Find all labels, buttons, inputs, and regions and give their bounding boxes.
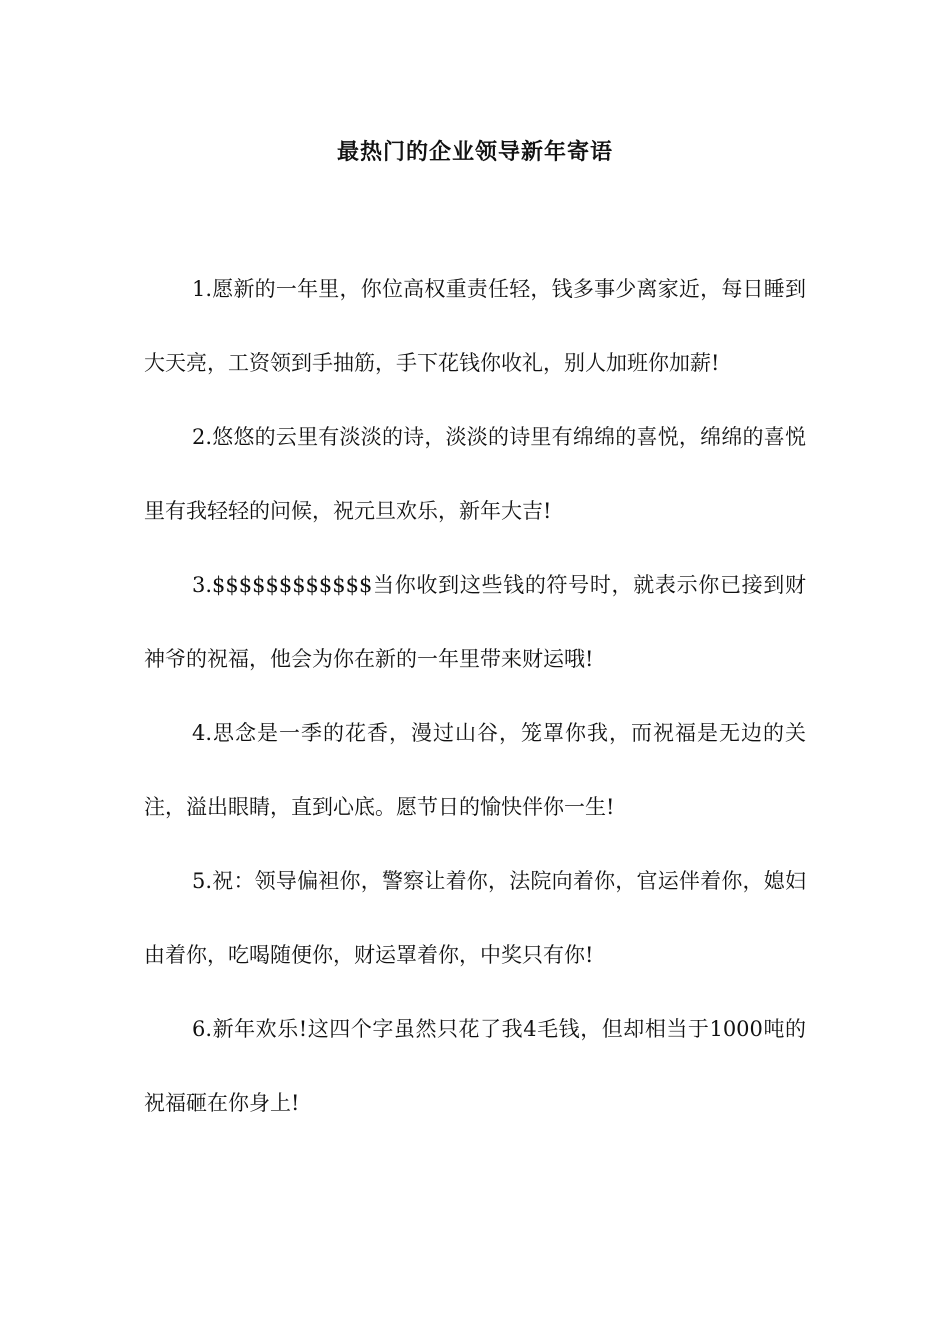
paragraph-5: 5.祝：领导偏袒你，警察让着你，法院向着你，官运伴着你，媳妇由着你，吃喝随便你，财运罩着你，中奖只有你!: [144, 869, 806, 967]
paragraph-6: 6.新年欢乐!这四个字虽然只花了我4毛钱，但却相当于1000吨的祝福砸在你身上!: [144, 1017, 806, 1115]
document-title: 最热门的企业领导新年寄语: [336, 139, 613, 165]
document-body: [144, 252, 806, 1140]
paragraph-3: 3.$$$$$$$$$$$$当你收到这些钱的符号时，就表示你已接到财神爷的祝福，他会为你在新的一年里带来财运哦!: [144, 573, 806, 671]
paragraph-1: 1.愿新的一年里，你位高权重责任轻，钱多事少离家近，每日睡到大天亮，工资领到手抽筋，手下花钱你收礼，别人加班你加薪!: [144, 277, 806, 375]
paragraph-2: 2.悠悠的云里有淡淡的诗，淡淡的诗里有绵绵的喜悦，绵绵的喜悦里有我轻轻的问候，祝元旦欢乐，新年大吉!: [144, 425, 806, 523]
paragraph-4: 4.思念是一季的花香，漫过山谷，笼罩你我，而祝福是无边的关注，溢出眼睛，直到心底。愿节日的愉快伴你一生!: [144, 721, 806, 819]
